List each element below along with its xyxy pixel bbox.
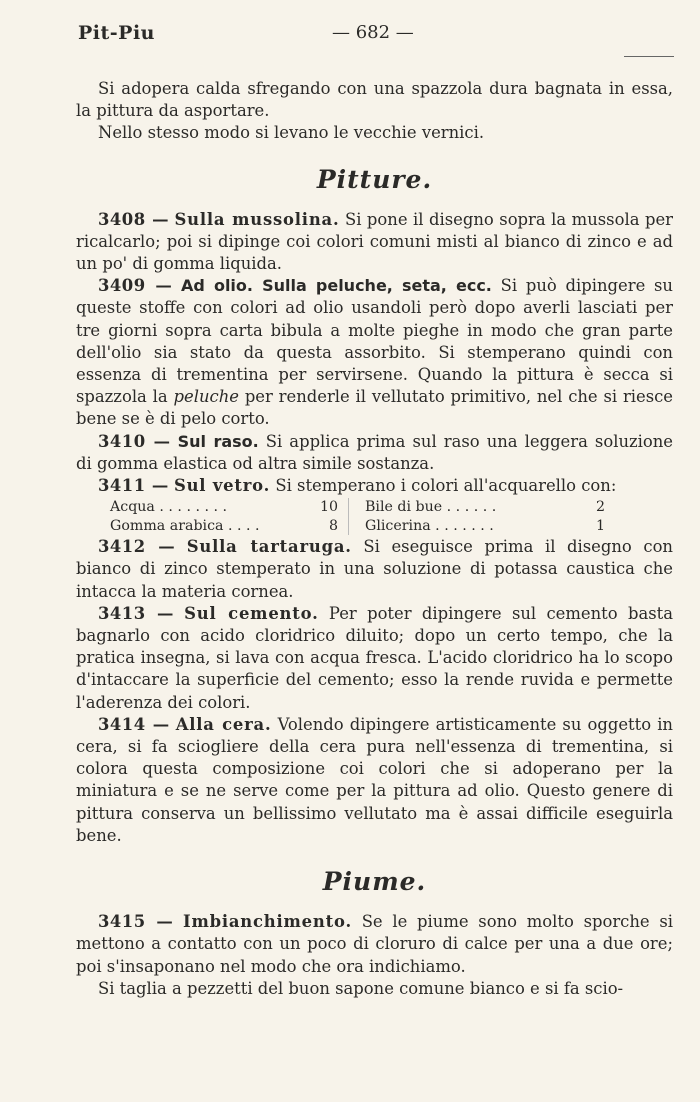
recipe-row — [365, 517, 605, 536]
running-head: Pit-Piu — [78, 22, 155, 44]
recipe-row — [110, 517, 338, 536]
entry-3410 — [76, 431, 673, 475]
entry-title: Imbianchimento. — [182, 912, 352, 932]
entry-number: 3409 — — [98, 276, 173, 296]
entry-text: per renderle il vellutato primitivo, nel che si riesce bene se è di pelo corto. — [76, 387, 674, 429]
header-rule — [624, 56, 674, 57]
recipe-column-right — [349, 498, 615, 535]
entry-number: 3408 — — [98, 209, 169, 229]
entry-title: Sul raso. — [177, 431, 259, 451]
ingredient-qty: 1 — [595, 517, 605, 534]
ingredient-qty: 10 — [319, 499, 338, 516]
ingredient-qty: 8 — [328, 517, 338, 534]
entry-number: 3415 — — [98, 912, 174, 932]
entry-number: 3414 — — [98, 714, 170, 734]
entry-number: 3413 — — [98, 603, 174, 623]
entry-text: Se le piume sono molto sporche si mettono a contatto con un poco di cloruro di calce per una a due ore; poi s'insaponano nel modo che ora indichiamo. — [76, 912, 673, 976]
entry-text: Volendo dipingere artisticamente su oggetto in cera, si fa sciogliere della cera pura nell'essenza di trementina, si colora questa composizione coi colori che si adoperano per la miniatura e se ne serve come per la pittura ad olio. Questo genere di pittura conserva un bellissimo vellutato ma è assai difficile eseguirla bene. — [76, 714, 673, 845]
entry-3415 — [76, 911, 673, 978]
page-header — [78, 22, 674, 52]
entry-title: Sul cemento. — [184, 603, 319, 623]
paragraph: Si taglia a pezzetti del buon sapone comune bianco e si fa scio- — [98, 978, 624, 998]
entry-3409 — [76, 275, 673, 430]
entry-text: Si può dipingere su queste stoffe con colori ad olio usandoli però dopo averli lasciati per tre giorni sopra carta bibula a molte pieghe in modo che gran parte dell'olio sia stato da questa assorbito. Si stemperano quindi con essenza di trementina per servirsene. Quando la pittura è secca si spazzola la — [76, 276, 673, 407]
entry-text: Si applica prima sul raso una leggera soluzione di gomma elastica od altra simile sostanza. — [76, 431, 673, 473]
entry-number: 3412 — — [98, 537, 176, 557]
paragraph: Nello stesso modo si levano le vecchie vernici. — [98, 123, 485, 143]
entry-title: Ad olio. Sulla peluche, seta, ecc. — [181, 276, 492, 296]
ingredient-name: Acqua . . . . . . . . — [110, 499, 228, 516]
page-number: — 682 — — [332, 22, 414, 43]
entry-3411 — [76, 475, 673, 497]
entry-3413 — [76, 603, 673, 714]
entry-title: Sul vetro. — [173, 476, 271, 496]
ingredient-name: Bile di bue . . . . . . — [365, 499, 497, 516]
section-heading: Pitture. — [316, 164, 433, 194]
entry-3414 — [76, 714, 673, 847]
recipe-table — [110, 498, 673, 535]
recipe-row — [365, 498, 605, 517]
entry-number: 3410 — — [98, 431, 171, 451]
entry-3412 — [76, 536, 673, 603]
recipe-column-left — [110, 498, 349, 535]
page-body — [76, 78, 673, 1000]
entry-title: Sulla mussolina. — [174, 209, 340, 229]
entry-text-italic: peluche — [173, 387, 239, 407]
entry-text: Per poter dipingere sul cemento basta bagnarlo con acido cloridrico diluito; dopo un certo tempo, che la pratica insegna, si lava con acqua fresca. L'acido cloridrico ha lo scopo d'intaccare la superficie del cemento; esso la rende ruvida e permette l'aderenza dei colori. — [76, 603, 673, 712]
entry-number: 3411 — — [98, 476, 169, 496]
entry-text: Si stemperano i colori all'acquarello con: — [275, 476, 617, 496]
entry-title: Sulla tartaruga. — [186, 537, 352, 557]
recipe-row — [110, 498, 338, 517]
entry-text: Si pone il disegno sopra la mussola per ricalcarlo; poi si dipinge coi colori comuni misti al bianco di zinco e ad un po' di gomma liquida. — [76, 209, 673, 274]
ingredient-name: Gomma arabica . . . . — [110, 517, 260, 534]
entry-text: Si eseguisce prima il disegno con bianco di zinco stemperato in una soluzione di potassa caustica che intacca la materia cornea. — [76, 537, 673, 601]
entry-title: Alla cera. — [175, 714, 272, 734]
entry-3408 — [76, 209, 673, 276]
ingredient-qty: 2 — [595, 499, 605, 516]
paragraph: Si adopera calda sfregando con una spazzola dura bagnata in essa, la pittura da asportare. — [76, 79, 673, 121]
ingredient-name: Glicerina . . . . . . . — [365, 517, 494, 534]
section-heading: Piume. — [322, 867, 427, 897]
